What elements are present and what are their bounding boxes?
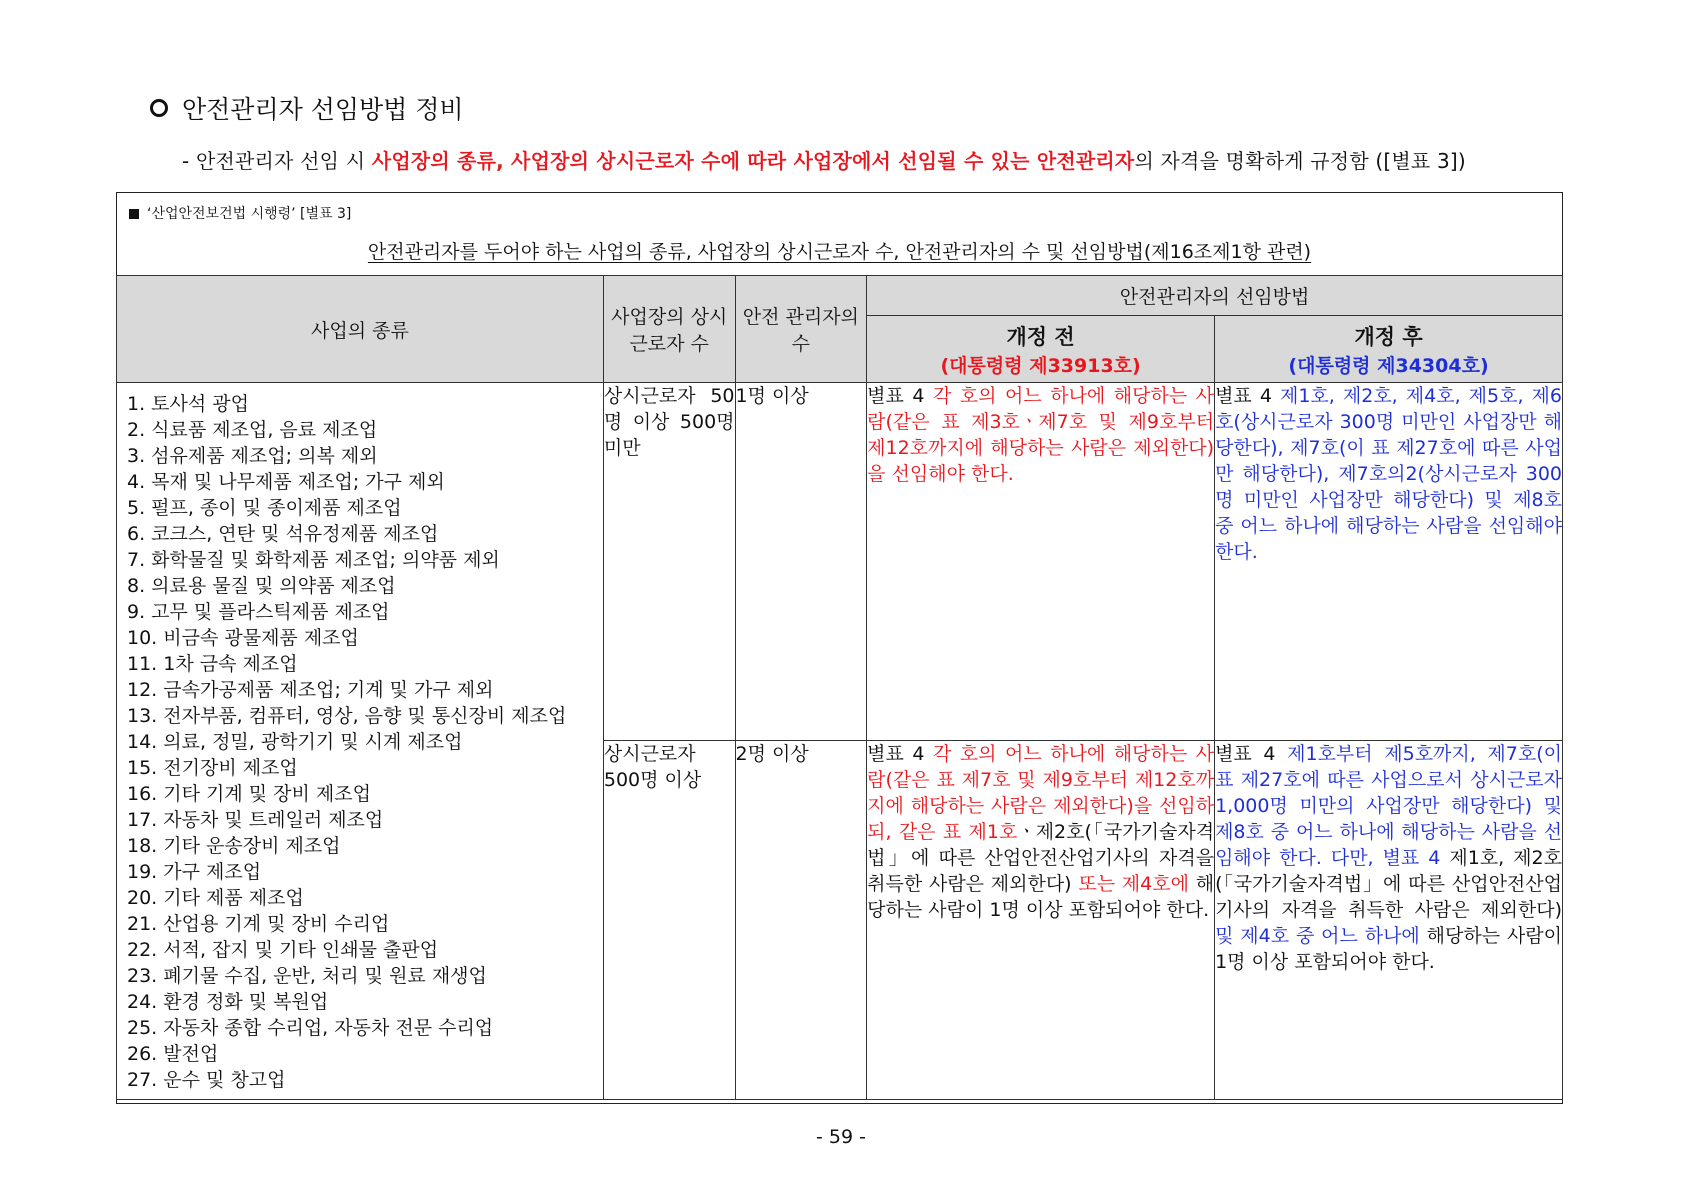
header-workers: 사업장의 상시근로자 수 <box>603 276 735 383</box>
header-before-law: (대통령령 제33913호) <box>940 354 1141 377</box>
industry-item: 9. 고무 및 플라스틱제품 제조업 <box>127 601 390 623</box>
industry-item: 3. 섬유제품 제조업; 의복 제외 <box>127 445 378 467</box>
industry-item: 4. 목재 및 나무제품 제조업; 가구 제외 <box>127 471 445 493</box>
industry-item: 13. 전자부품, 컴퓨터, 영상, 음향 및 통신장비 제조업 <box>127 705 567 727</box>
row2-managers: 2명 이상 <box>735 740 867 1099</box>
text-segment: 별표 4 <box>867 385 933 407</box>
industry-item: 5. 펄프, 종이 및 종이제품 제조업 <box>127 497 402 519</box>
row1-after <box>1215 383 1563 741</box>
industry-item: 25. 자동차 종합 수리업, 자동차 전문 수리업 <box>127 1017 494 1039</box>
industry-item: 12. 금속가공제품 제조업; 기계 및 가구 제외 <box>127 679 494 701</box>
text-segment: 별표 4 <box>1215 742 1288 765</box>
header-industry: 사업의 종류 <box>117 276 604 383</box>
header-after-label: 개정 후 <box>1354 324 1423 349</box>
industry-item: 26. 발전업 <box>127 1043 219 1065</box>
industry-item: 6. 코크스, 연탄 및 석유정제품 제조업 <box>127 523 439 545</box>
law-reference <box>129 203 351 223</box>
industry-item: 27. 운수 및 창고업 <box>127 1069 286 1091</box>
industry-item: 1. 토사석 광업 <box>127 393 249 415</box>
industry-item: 22. 서적, 잡지 및 기타 인쇄물 출판업 <box>127 939 439 961</box>
text-segment: 별표 4 <box>867 742 933 765</box>
intro-paragraph <box>182 145 1562 174</box>
industry-item: 19. 가구 제조업 <box>127 861 262 883</box>
table-title-text: 안전관리자를 두어야 하는 사업의 종류, 사업장의 상시근로자 수, 안전관리자의 수 및 선임방법(제16조제1항 관련) <box>367 241 1312 263</box>
industry-item: 18. 기타 운송장비 제조업 <box>127 835 341 857</box>
text-segment: 별표 4 <box>1215 385 1280 407</box>
text-segment: 해당하는 사람이 1명 이상 포함되어야 한다. <box>867 872 1215 921</box>
industry-item: 7. 화학물질 및 화학제품 제조업; 의약품 제외 <box>127 549 500 571</box>
industry-item: 17. 자동차 및 트레일러 제조업 <box>127 809 384 831</box>
industry-item: 21. 산업용 기계 및 장비 수리업 <box>127 913 390 935</box>
square-bullet-icon <box>129 209 139 219</box>
law-table-frame <box>116 192 1563 1104</box>
header-after <box>1215 316 1563 383</box>
text-segment: ㆍ제2호(「국가기술자격법」에 따른 산업안전산업기사의 자격을 취득한 사람은 제외한다) <box>867 820 1215 895</box>
industry-item: 11. 1차 금속 제조업 <box>127 653 298 675</box>
row1-before <box>867 383 1215 741</box>
text-segment: 제1호, 제2호(「국가기술자격법」에 따른 산업안전산업기사의 자격을 취득한 사람은 제외한다) <box>1215 846 1562 921</box>
text-segment: 해당하는 사람이 1명 이상 포함되어야 한다. <box>1215 924 1563 973</box>
industry-item: 16. 기타 기계 및 장비 제조업 <box>127 783 371 805</box>
text-segment: 및 제4호 중 어느 하나에 <box>1215 924 1420 947</box>
text-segment: 제1호, 제2호, 제4호, 제5호, 제6호(상시근로자 300명 미만인 사업장만 해당한다), 제7호(이 표 제27호에 따른 사업만 해당한다), 제7호의2(상시근로자 300명 미만인 사업장만 해당한다) 및 제8호 중 어느 하나에 해당하는 사람을 선임해야 한다. <box>1215 385 1562 563</box>
circle-bullet-icon <box>150 99 168 117</box>
industry-item: 20. 기타 제품 제조업 <box>127 887 304 909</box>
table-title <box>117 237 1562 264</box>
intro-highlight: 사업장의 종류, 사업장의 상시근로자 수에 따라 사업장에서 선임될 수 있는 안전관리자 <box>371 149 1135 173</box>
header-managers: 안전 관리자의 수 <box>735 276 867 383</box>
industry-item: 14. 의료, 정밀, 광학기기 및 시계 제조업 <box>127 731 463 753</box>
industry-cell <box>117 383 604 1100</box>
row1-managers: 1명 이상 <box>735 383 867 741</box>
industry-item: 10. 비금속 광물제품 제조업 <box>127 627 359 649</box>
text-segment: 또는 제4호에 <box>1078 872 1189 895</box>
industry-item: 23. 폐기물 수집, 운반, 처리 및 원료 재생업 <box>127 965 487 987</box>
industry-item: 8. 의료용 물질 및 의약품 제조업 <box>127 575 396 597</box>
header-before-label: 개정 전 <box>1006 324 1075 349</box>
header-before <box>867 316 1215 383</box>
comparison-table <box>116 275 1563 1100</box>
row1-workers: 상시근로자 50명 이상 500명 미만 <box>603 383 735 741</box>
intro-prefix: - 안전관리자 선임 시 <box>182 149 372 173</box>
header-method: 안전관리자의 선임방법 <box>867 276 1563 316</box>
text-segment: 각 호의 어느 하나에 해당하는 사람(같은 표 제7호 및 제9호부터 제12호까지에 해당하는 사람은 제외한다)을 선임하되, 같은 표 제1호 <box>867 742 1215 843</box>
header-after-law: (대통령령 제34304호) <box>1288 354 1489 377</box>
row2-workers: 상시근로자 500명 이상 <box>603 740 735 1099</box>
industry-item: 24. 환경 정화 및 복원업 <box>127 991 329 1013</box>
row2-after <box>1215 740 1563 1099</box>
section-heading-text: 안전관리자 선임방법 정비 <box>182 95 464 124</box>
industry-list <box>117 383 603 1099</box>
row2-before <box>867 740 1215 1099</box>
page-number: - 59 - <box>816 1126 866 1148</box>
industry-item: 15. 전기장비 제조업 <box>127 757 298 779</box>
section-heading <box>150 90 464 126</box>
industry-item: 2. 식료품 제조업, 음료 제조업 <box>127 419 378 441</box>
law-reference-text: ‘산업안전보건법 시행령’ [별표 3] <box>147 206 352 222</box>
intro-suffix: 의 자격을 명확하게 규정함 ([별표 3]) <box>1134 149 1466 173</box>
text-segment: 각 호의 어느 하나에 해당하는 사람(같은 표 제3호ㆍ제7호 및 제9호부터 제12호까지에 해당하는 사람은 제외한다)을 선임해야 한다. <box>867 385 1215 485</box>
text-segment: 제1호부터 제5호까지, 제7호(이 표 제27호에 따른 사업으로서 상시근로자 1,000명 미만의 사업장만 해당한다) 및 제8호 중 어느 하나에 해당하는 사람을 선임해야 한다. 다만, 별표 4 <box>1215 742 1562 869</box>
